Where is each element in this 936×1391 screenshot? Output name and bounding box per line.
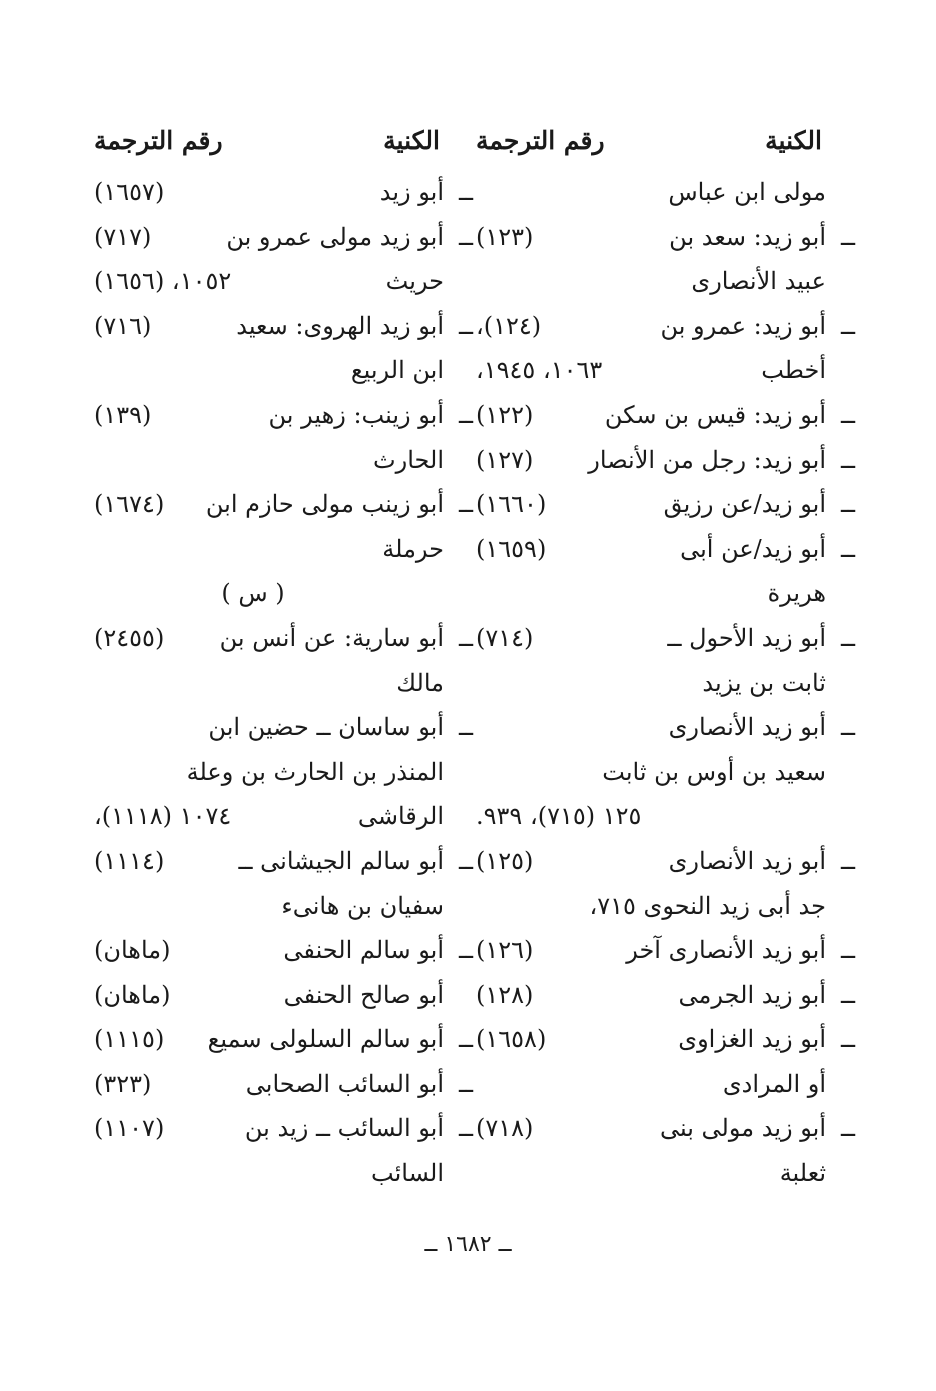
entry-dash: ــ <box>840 400 856 429</box>
entry-name: أبو سارية: عن أنس بن <box>219 623 444 652</box>
entry-number: (١١٠٧) <box>94 1114 165 1143</box>
entry-line <box>88 304 478 349</box>
entry-number: ١٠٥٢، (١٦٥٦) <box>94 267 232 296</box>
entry-line <box>470 348 860 393</box>
entry-line <box>470 928 860 973</box>
entry-name: أبو زيد الغزاوى <box>678 1025 826 1054</box>
entry-line <box>470 839 860 884</box>
entry-name: أبو زيد: رجل من الأنصار <box>588 445 826 474</box>
entry-dash: ــ <box>458 400 474 429</box>
entry-number: (١٢٣) <box>476 222 534 251</box>
entry-name: هريرة <box>767 579 826 608</box>
entry-line <box>470 1062 860 1107</box>
column-header <box>470 120 860 170</box>
entry-dash: ــ <box>840 936 856 965</box>
entry-dash: ــ <box>458 936 474 965</box>
entry-name: أبو زيد مولى عمرو بن <box>226 222 444 251</box>
entry-number: (١٢٨) <box>476 980 534 1009</box>
entry-line <box>470 571 860 616</box>
entry-number: ١٠٦٣، ١٩٤٥، <box>476 356 603 385</box>
entry-line <box>88 884 478 929</box>
header-kunya: الكنية <box>765 126 822 155</box>
entry-line <box>88 839 478 884</box>
entry-line <box>88 1062 478 1107</box>
entry-line <box>88 571 478 616</box>
entry-number: (١٦٥٩) <box>476 534 547 563</box>
entry-name: سفيان بن هانىء <box>281 891 444 920</box>
entry-name: أبو زيد الأنصارى <box>668 713 826 742</box>
entry-name: أبو سالم الجيشانى ــ <box>238 846 444 875</box>
entry-name: أبو سالم السلولى سميع <box>207 1025 444 1054</box>
entry-name: السائب <box>371 1159 444 1188</box>
entry-name: أو المرادى <box>722 1069 826 1098</box>
entry-dash: ــ <box>458 1025 474 1054</box>
left-column <box>88 120 478 1196</box>
entry-number: (٧١٤) <box>476 623 534 652</box>
entry-name: حرملة <box>382 534 444 563</box>
entry-number: (١٢٧) <box>476 445 534 474</box>
entry-number: (١٦٥٧) <box>94 178 165 206</box>
entry-dash: ــ <box>840 222 856 251</box>
entry-line <box>88 482 478 527</box>
entry-name: أبو زيد الأنصارى آخر <box>626 936 826 965</box>
entry-name: أخطب <box>761 356 826 385</box>
entry-number: (١٢٦) <box>476 936 534 965</box>
entry-number: (١١١٥) <box>94 1025 165 1054</box>
entry-name: أبو زيد الهروى: سعيد <box>236 311 444 340</box>
entry-name: المنذر بن الحارث بن وعلة <box>186 757 444 786</box>
entry-number: (٧١٧) <box>94 222 152 251</box>
entry-line <box>88 973 478 1018</box>
entry-number: (٧١٨) <box>476 1114 534 1143</box>
entry-name: الحارث <box>373 445 444 474</box>
entry-dash: ــ <box>840 1114 856 1143</box>
entry-line <box>470 215 860 260</box>
entry-name: أبو زيد مولى بنى <box>660 1114 826 1143</box>
entry-number: (١٢٢) <box>476 400 534 429</box>
entry-line <box>88 705 478 750</box>
entry-dash: ــ <box>840 980 856 1009</box>
header-kunya: الكنية <box>383 126 440 155</box>
entry-name: أبو زيد الأحول ــ <box>667 623 826 652</box>
header-number: رقم الترجمة <box>94 126 223 155</box>
entry-line <box>470 170 860 215</box>
entry-line <box>470 393 860 438</box>
entry-line <box>88 1017 478 1062</box>
entry-line <box>88 794 478 839</box>
entry-name: أبو زيد الأنصارى <box>668 846 826 875</box>
entry-line <box>470 616 860 661</box>
entry-number: (١٢٥) <box>476 846 534 875</box>
entry-dash: ــ <box>458 1069 474 1098</box>
entry-dash: ــ <box>458 846 474 875</box>
entry-line <box>470 794 860 839</box>
entry-name: ثابت بن يزيد <box>702 668 826 697</box>
entry-line <box>470 661 860 706</box>
entry-name: أبو زيد: قيس بن سكن <box>604 400 826 429</box>
entry-name: ابن الربيع <box>350 356 444 385</box>
entry-name: مالك <box>396 668 444 697</box>
entry-dash: ــ <box>458 490 474 519</box>
entry-number: (١٦٦٠) <box>476 490 547 519</box>
entry-name: أبو ساسان ــ حضين ابن <box>208 713 444 742</box>
entry-line <box>88 661 478 706</box>
entry-name: أبو زينب مولى حازم ابن <box>205 490 444 519</box>
entry-dash: ــ <box>840 445 856 474</box>
entry-line <box>88 438 478 483</box>
right-column <box>470 120 860 1196</box>
entry-name: أبو زيد/عن رزيق <box>663 490 826 519</box>
entry-name: مولى ابن عباس <box>668 178 826 206</box>
entry-line <box>88 928 478 973</box>
entry-name: الرقاشى <box>357 802 444 831</box>
entry-number: (١٢٤)، <box>476 311 542 340</box>
entry-line <box>470 705 860 750</box>
entry-line <box>88 215 478 260</box>
entry-name: أبو زيد: سعد بن <box>669 222 826 251</box>
entry-dash: ــ <box>840 713 856 742</box>
entry-number: (١٦٧٤) <box>94 490 165 519</box>
entry-dash: ــ <box>458 311 474 340</box>
entry-number: (١٦٥٨) <box>476 1025 547 1054</box>
entry-name: أبو زيد/عن أبى <box>680 534 826 563</box>
entry-number: (٢٤٥٥) <box>94 623 165 652</box>
entry-line <box>88 259 478 304</box>
entry-line <box>470 438 860 483</box>
entry-line <box>470 1151 860 1196</box>
entry-dash: ــ <box>458 178 474 206</box>
entry-name: سعيد بن أوس بن ثابت <box>602 757 826 786</box>
entry-name: أبو صالح الحنفى <box>283 980 444 1009</box>
entry-number: ١٠٧٤ (١١١٨)، <box>94 802 232 831</box>
entry-dash: ــ <box>840 846 856 875</box>
entry-line <box>470 304 860 349</box>
entry-line <box>470 527 860 572</box>
entry-dash: ــ <box>840 1025 856 1054</box>
entry-line <box>470 884 860 929</box>
entry-name: أبو السائب ــ زيد بن <box>244 1114 444 1143</box>
entry-dash: ــ <box>840 490 856 519</box>
entry-name: حريث <box>385 267 444 296</box>
entry-dash: ــ <box>840 311 856 340</box>
page-number: ــ ١٦٨٢ ــ <box>424 1232 512 1257</box>
entry-name: أبو زيد الجرمى <box>678 980 826 1009</box>
entry-number: ١٢٥ (٧١٥)، ٩٣٩. <box>476 802 642 831</box>
entry-dash: ــ <box>458 713 474 742</box>
entry-dash: ــ <box>840 623 856 652</box>
entry-line <box>470 482 860 527</box>
entry-line <box>470 1106 860 1151</box>
section-letter: ( س ) <box>221 579 285 608</box>
entry-line <box>88 527 478 572</box>
entry-line <box>88 170 478 215</box>
entry-name: عبيد الأنصارى <box>691 267 826 296</box>
entry-dash: ــ <box>458 1114 474 1143</box>
entry-number: (ماهان) <box>94 936 171 965</box>
entry-dash: ــ <box>840 534 856 563</box>
entry-number: (١٣٩) <box>94 400 152 429</box>
entry-name: أبو زيد: عمرو بن <box>660 311 826 340</box>
entry-dash: ــ <box>458 222 474 251</box>
header-number: رقم الترجمة <box>476 126 605 155</box>
entry-line <box>470 973 860 1018</box>
entry-line <box>470 259 860 304</box>
entry-line <box>88 750 478 795</box>
entry-number: (ماهان) <box>94 980 171 1009</box>
column-header <box>88 120 478 170</box>
entry-number: (١١١٤) <box>94 846 165 875</box>
entry-number: (٧١٦) <box>94 311 152 340</box>
entry-number: (٣٢٣) <box>94 1069 152 1098</box>
entry-line <box>88 1106 478 1151</box>
entry-line <box>470 1017 860 1062</box>
entry-name: أبو زيد <box>379 178 444 206</box>
entry-name: أبو السائب الصحابى <box>245 1069 444 1098</box>
entry-name: أبو زينب: زهير بن <box>268 400 444 429</box>
entry-name: جد أبى زيد النحوى ٧١٥، <box>589 891 826 920</box>
entry-line <box>470 750 860 795</box>
entry-dash: ــ <box>458 623 474 652</box>
entry-line <box>88 616 478 661</box>
entry-line <box>88 1151 478 1196</box>
entry-line <box>88 348 478 393</box>
entry-name: أبو سالم الحنفى <box>283 936 444 965</box>
entry-line <box>88 393 478 438</box>
entry-name: ثعلبة <box>779 1159 826 1188</box>
